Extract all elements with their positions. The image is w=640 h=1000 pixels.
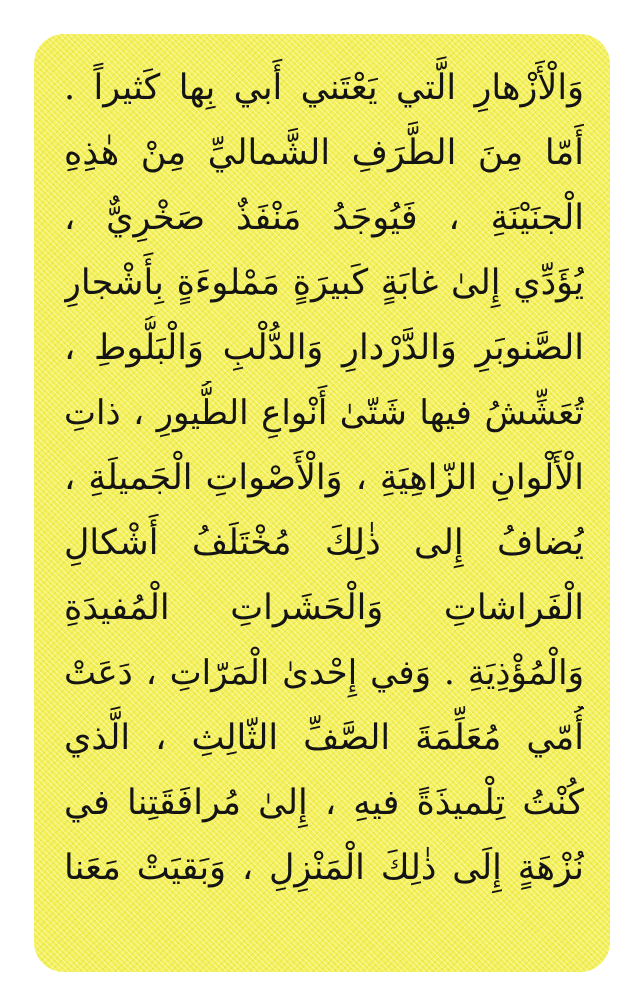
text-line: الْأَلْوانِ الزّاهِيَةِ ، وَالْأَصْواتِ الْجَميلَةِ ، [64, 458, 584, 498]
text-line: يُضافُ إِلى ذٰلِكَ مُخْتَلَفُ أَشْكالِ [64, 523, 584, 563]
text-line: الْجنَيْنَةِ ، فَيُوجَدُ مَنْفَذٌ صَخْرِيٌّ ، [64, 198, 584, 238]
text-line: يُؤَدِّي إِلىٰ غابَةٍ كَبيرَةٍ مَمْلوءَةٍ بِأَشْجارِ [64, 263, 584, 303]
text-line: نُزْهَةٍ إِلَى ذٰلِكَ الْمَنْزِلِ ، وَبَقيَتْ مَعَنا [64, 848, 584, 888]
text-line: الصَّنوبَرِ وَالدَّرْدارِ وَالدُّلْبِ وَالْبَلُّوطِ ، [64, 328, 584, 368]
text-line: تُعَشِّشُ فيها شَتّىٰ أَنْواعِ الطُّيورِ ، ذاتِ [64, 393, 584, 433]
text-line: الْفَراشاتِ وَالْحَشَراتِ الْمُفيدَةِ [64, 588, 584, 628]
text-line: كُنْتُ تِلْميذَةً فيهِ ، إِلىٰ مُرافَقَتِنا في [64, 783, 584, 823]
arabic-text-block [64, 56, 584, 952]
yellow-text-card [34, 34, 610, 972]
text-line: وَالْمُؤْذِيَةِ . وَفي إِحْدىٰ الْمَرّاتِ ، دَعَتْ [64, 653, 584, 693]
text-line: أُمّي مُعَلِّمَةَ الصَّفِّ الثّالِثِ ، الَّذي [64, 718, 584, 758]
text-line: أَمّا مِنَ الطَّرَفِ الشَّماليِّ مِنْ هٰذِهِ [64, 133, 584, 173]
text-line: وَالْأَزْهارِ الَّتي يَعْتَني أَبي بِها كَثيراً . [64, 68, 584, 108]
